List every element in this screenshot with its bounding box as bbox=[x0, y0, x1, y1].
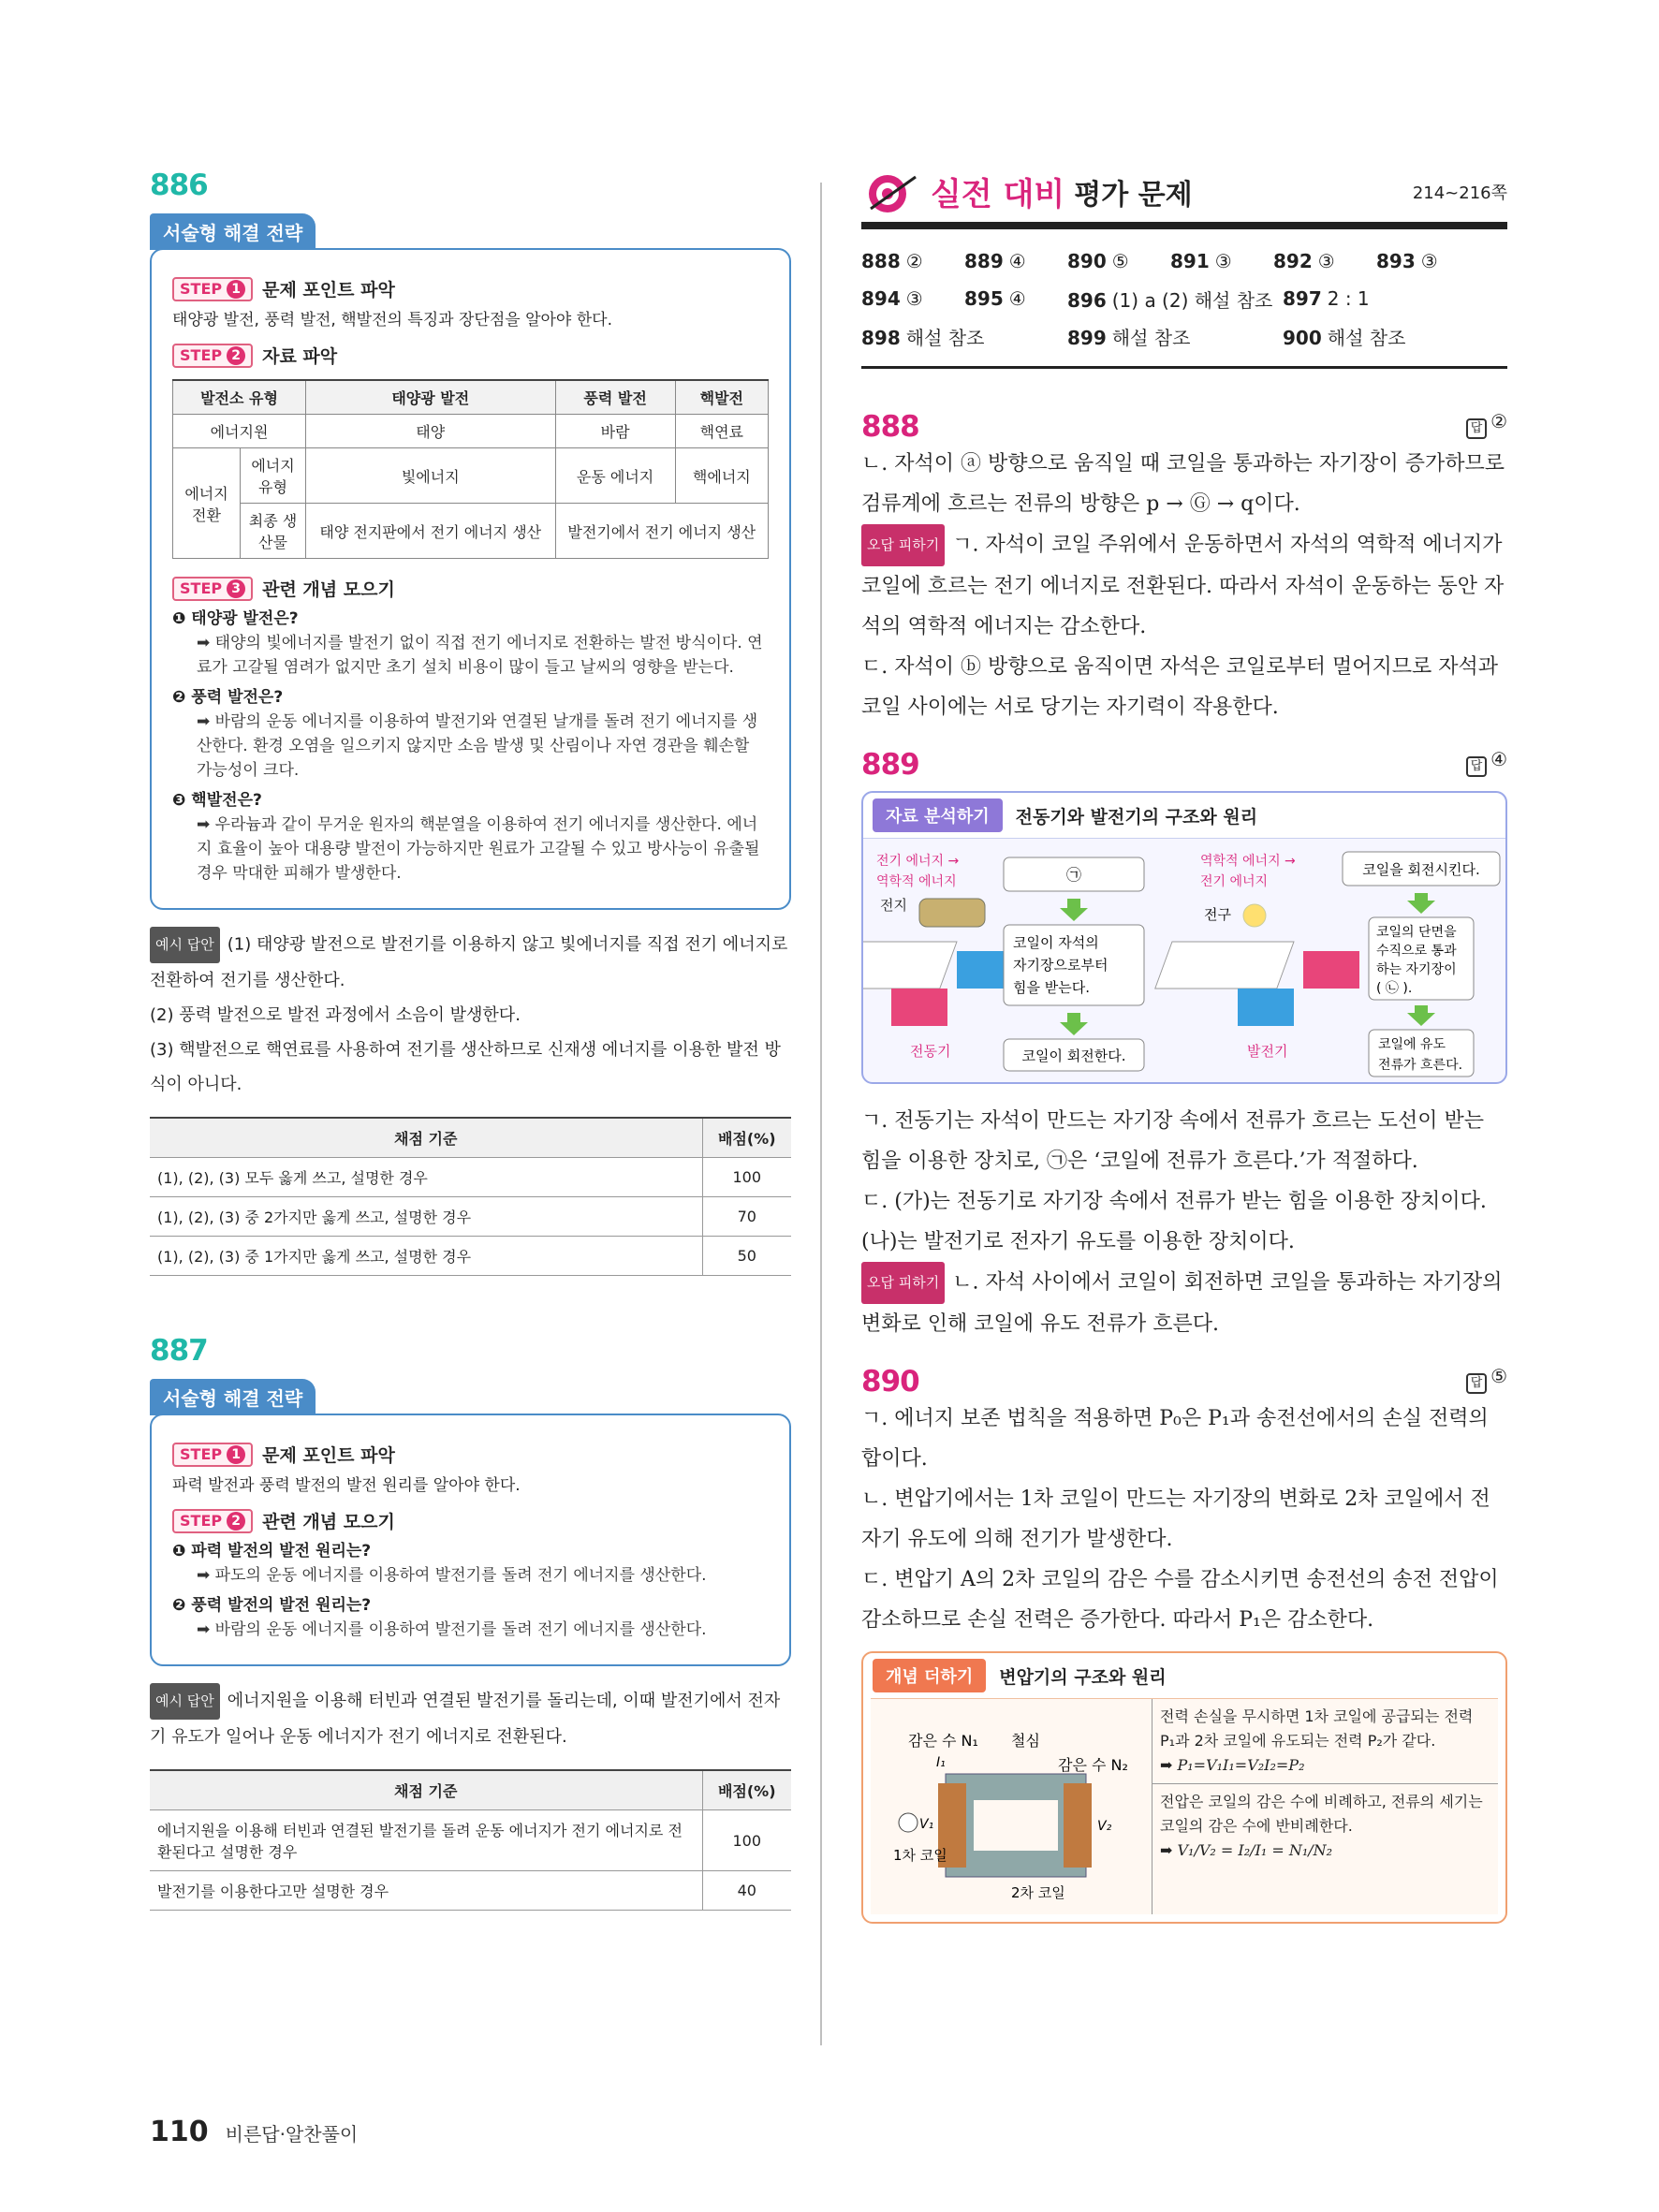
answer-cell: 894 ③ bbox=[861, 287, 923, 310]
concept-list bbox=[172, 607, 769, 886]
box-label: 개념 더하기 bbox=[873, 1659, 986, 1692]
table-header: 핵발전 bbox=[675, 380, 768, 415]
table-cell: 운동 에너지 bbox=[555, 448, 675, 504]
score-criterion: (1), (2), (3) 중 2가지만 옳게 쓰고, 설명한 경우 bbox=[150, 1197, 702, 1237]
question-number-889: 889 bbox=[861, 748, 919, 782]
section-title-b: 평가 문제 bbox=[1074, 178, 1193, 212]
answer-icon: 답 bbox=[1466, 1373, 1487, 1394]
right-conv1: 역학적 에너지 → bbox=[1200, 854, 1296, 869]
step-title: 자료 파악 bbox=[262, 346, 338, 367]
answer-cell: 900 해설 참조 bbox=[1283, 326, 1406, 349]
explanation: 오답 피하기 ㄱ. 자석이 코일 주위에서 운동하면서 자석의 역학적 에너지가 코일에 흐르는 전기 에너지로 전환된다. 따라서 자석이 운동하는 동안 자석의 역학적 에너지는 감소한다. bbox=[861, 524, 1507, 647]
right-step2-l2: 수직으로 통과 bbox=[1376, 944, 1457, 959]
coil-frame bbox=[1155, 942, 1294, 989]
arrow-down-icon bbox=[1407, 1005, 1435, 1026]
answer-mark: 답 ④ bbox=[1466, 748, 1507, 777]
right-step3-l1: 코일에 유도 bbox=[1378, 1037, 1446, 1052]
table-cell: 핵연료 bbox=[675, 415, 768, 448]
answer-cell: 891 ③ bbox=[1170, 250, 1232, 272]
explanation: ㄴ. 변압기에서는 1차 코일이 만드는 자기장의 변화로 2차 코일에서 전자기 유도에 의해 전기가 발생한다. bbox=[861, 1487, 1490, 1551]
score-value: 100 bbox=[702, 1810, 791, 1871]
score-value: 70 bbox=[702, 1197, 791, 1237]
coil-frame bbox=[863, 942, 957, 989]
strategy-tab: 서술형 해결 전략 bbox=[150, 1379, 316, 1415]
concept-plus-box bbox=[861, 1651, 1507, 1924]
q889-block bbox=[861, 748, 1507, 1344]
step-2 bbox=[172, 1508, 769, 1533]
answer-icon: 답 bbox=[1466, 756, 1487, 777]
scoring-table-887 bbox=[150, 1769, 791, 1911]
book-title: 비른답·알찬풀이 bbox=[225, 2123, 359, 2146]
right-conv2: 전기 에너지 bbox=[1200, 874, 1269, 889]
explanation: ㄱ. 에너지 보존 법칙을 적용하면 P₀은 P₁과 송전선에서의 손실 전력의 합이다. bbox=[861, 1407, 1489, 1471]
generator-label: 발전기 bbox=[1247, 1043, 1288, 1060]
page-number: 110 bbox=[150, 2116, 209, 2148]
step-text: 태양광 발전, 풍력 발전, 핵발전의 특징과 장단점을 알아야 한다. bbox=[172, 311, 612, 330]
score-criterion: 발전기를 이용한다고만 설명한 경우 bbox=[150, 1871, 702, 1911]
label-n1: 감은 수 N₁ bbox=[908, 1732, 978, 1750]
score-value: 100 bbox=[702, 1158, 791, 1197]
concept-answer: ➡ 파도의 운동 에너지를 이용하여 발전기를 돌려 전기 에너지를 생산한다. bbox=[197, 1566, 707, 1585]
step-title: 문제 포인트 파악 bbox=[262, 1445, 395, 1466]
answer-row bbox=[861, 317, 1507, 355]
example-text: 에너지원을 이용해 터빈과 연결된 발전기를 돌리는데, 이때 발전기에서 전자기 유도가 일어나 운동 에너지가 전기 에너지로 전환된다. bbox=[150, 1691, 781, 1747]
answer-mark: 답 ② bbox=[1466, 410, 1507, 439]
label-v2: V₂ bbox=[1097, 1819, 1112, 1834]
q890-block bbox=[861, 1365, 1507, 1924]
concept-question: ❷ 풍력 발전은? bbox=[172, 688, 284, 707]
target-logo-icon bbox=[861, 171, 921, 212]
table-cell: 에너지 유형 bbox=[241, 448, 306, 504]
left-conv2: 역학적 에너지 bbox=[876, 874, 957, 889]
table-header: 태양광 발전 bbox=[306, 380, 556, 415]
score-header: 배점(%) bbox=[702, 1770, 791, 1810]
label-i1: I₁ bbox=[936, 1755, 946, 1770]
step-3 bbox=[172, 576, 769, 601]
concept-question: ❶ 태양광 발전은? bbox=[172, 609, 299, 628]
concept-question: ❸ 핵발전은? bbox=[172, 791, 262, 810]
answer-cell: 890 ⑤ bbox=[1067, 250, 1129, 272]
step-1 bbox=[172, 276, 769, 301]
answer-cell: 888 ② bbox=[861, 250, 923, 272]
step-chip: STEP 2 bbox=[172, 344, 253, 368]
example-tag: 예시 답안 bbox=[150, 927, 220, 963]
transformer-rule-2: 전압은 코일의 감은 수에 비례하고, 전류의 세기는 코일의 감은 수에 반비례한다. ➡ V₁/V₂ = I₂/I₁ = N₁/N₂ bbox=[1160, 1793, 1483, 1859]
table-header: 풍력 발전 bbox=[555, 380, 675, 415]
explanation: 오답 피하기 ㄴ. 자석 사이에서 코일이 회전하면 코일을 통과하는 자기장의 변화로 인해 코일에 유도 전류가 흐른다. bbox=[861, 1262, 1507, 1344]
right-column bbox=[861, 168, 1507, 1924]
answer-cell: 893 ③ bbox=[1376, 250, 1438, 272]
concept-list bbox=[172, 1539, 769, 1642]
label-coil1: 1차 코일 bbox=[893, 1847, 947, 1864]
step-1 bbox=[172, 1442, 769, 1467]
concept-answer: ➡ 태양의 빛에너지를 발전기 없이 직접 전기 에너지로 전환하는 발전 방식이다. 연료가 고갈될 염려가 없지만 초기 설치 비용이 많이 들고 날씨의 영향을 받는다. bbox=[197, 634, 763, 677]
strategy-box-887 bbox=[150, 1414, 791, 1666]
concept-answer: ➡ 바람의 운동 에너지를 이용하여 발전기를 돌려 전기 에너지를 생산한다. bbox=[197, 1620, 707, 1639]
table-cell: 최종 생산물 bbox=[241, 504, 306, 559]
label-n2: 감은 수 N₂ bbox=[1058, 1756, 1128, 1774]
core-hole bbox=[974, 1800, 1058, 1851]
example-answer-886 bbox=[150, 927, 791, 1102]
table-cell: 에너지원 bbox=[173, 415, 306, 448]
table-header: 발전소 유형 bbox=[173, 380, 306, 415]
wrong-avoid-tag: 오답 피하기 bbox=[861, 1262, 945, 1304]
score-header: 채점 기준 bbox=[150, 1118, 702, 1158]
battery-label: 전지 bbox=[880, 897, 907, 914]
section-title-a: 실전 대비 bbox=[931, 176, 1065, 213]
left-step2-l1: 코일이 자석의 bbox=[1013, 934, 1099, 951]
answer-cell: 898 해설 참조 bbox=[861, 326, 985, 349]
table-cell: 핵에너지 bbox=[675, 448, 768, 504]
left-step2-l3: 힘을 받는다. bbox=[1013, 979, 1090, 996]
arrow-down-icon bbox=[1060, 899, 1088, 921]
left-step1: ㉠ bbox=[1065, 866, 1082, 884]
motor-label: 전동기 bbox=[910, 1043, 951, 1060]
arrow-down-icon bbox=[1407, 893, 1435, 914]
bulb-label: 전구 bbox=[1204, 906, 1231, 923]
concept-answer: ➡ 우라늄과 같이 무거운 원자의 핵분열을 이용하여 전기 에너지를 생산한다. 에너지 효율이 높아 대용량 발전이 가능하지만 원료가 고갈될 수 있고 방사능이 유출될 경우 막대한 피해가 발생한다. bbox=[197, 815, 760, 883]
answer-cell: 892 ③ bbox=[1273, 250, 1335, 272]
answer-cell: 897 2 : 1 bbox=[1283, 287, 1370, 310]
table-cell: 바람 bbox=[555, 415, 675, 448]
label-v1: V₁ bbox=[919, 1817, 934, 1832]
strategy-tab: 서술형 해결 전략 bbox=[150, 213, 316, 250]
concept-answer: ➡ 바람의 운동 에너지를 이용하여 발전기와 연결된 날개를 돌려 전기 에너지를 생산한다. 환경 오염을 일으키지 않지만 소음 발생 및 산림이나 자연 경관을 훼손할 가능성이 크다. bbox=[197, 712, 758, 780]
answer-mark: 답 ⑤ bbox=[1466, 1365, 1507, 1394]
arrow-down-icon bbox=[1060, 1013, 1088, 1035]
section-header bbox=[861, 168, 1507, 229]
left-column bbox=[150, 168, 791, 1911]
left-step2-l2: 자기장으로부터 bbox=[1013, 957, 1108, 974]
box-title: 변압기의 구조와 원리 bbox=[999, 1666, 1167, 1688]
transformer-diagram bbox=[871, 1699, 1152, 1914]
score-value: 40 bbox=[702, 1871, 791, 1911]
page-range: 214~216쪽 bbox=[1412, 183, 1507, 203]
example-line: (1) 태양광 발전으로 발전기를 이용하지 않고 빛에너지를 직접 전기 에너지로 전환하여 전기를 생산한다. bbox=[150, 934, 788, 990]
example-line: (3) 핵발전으로 핵연료를 사용하여 전기를 생산하므로 신재생 에너지를 이용한 발전 방식이 아니다. bbox=[150, 1040, 781, 1094]
bulb-icon bbox=[1243, 904, 1266, 927]
answer-cell: 889 ④ bbox=[964, 250, 1026, 272]
explanation: ㄷ. 변압기 A의 2차 코일의 감은 수를 감소시키면 송전선의 송전 전압이 감소하므로 손실 전력은 증가한다. 따라서 P₁은 감소한다. bbox=[861, 1568, 1499, 1632]
wrong-avoid-tag: 오답 피하기 bbox=[861, 524, 945, 566]
transformer-rule-1: 전력 손실을 무시하면 1차 코일에 공급되는 전력 P₁과 2차 코일에 유도되는 전력 P₂가 같다. ➡ P₁=V₁I₁=V₂I₂=P₂ bbox=[1152, 1699, 1498, 1784]
ac-source-icon bbox=[899, 1813, 918, 1832]
right-step3-l2: 전류가 흐른다. bbox=[1378, 1058, 1463, 1073]
example-tag: 예시 답안 bbox=[150, 1683, 220, 1720]
table-cell: 태양 전지판에서 전기 에너지 생산 bbox=[306, 504, 556, 559]
column-divider bbox=[820, 183, 822, 2045]
explanation: ㄷ. (가)는 전동기로 자기장 속에서 전류가 받는 힘을 이용한 장치이다. (나)는 발전기로 전자기 유도를 이용한 장치이다. bbox=[861, 1190, 1487, 1253]
step-chip: STEP 1 bbox=[172, 277, 253, 301]
question-number-887: 887 bbox=[150, 1334, 208, 1368]
answer-cell: 896 (1) a (2) 해설 참조 bbox=[1067, 288, 1273, 312]
step-text: 파력 발전과 풍력 발전의 발전 원리를 알아야 한다. bbox=[172, 1476, 521, 1495]
explanation: ㄷ. 자석이 ⓑ 방향으로 움직이면 자석은 코일로부터 멀어지므로 자석과 코일 사이에는 서로 당기는 자기력이 작용한다. bbox=[861, 655, 1498, 719]
battery-icon bbox=[919, 899, 985, 927]
example-answer-887 bbox=[150, 1683, 791, 1754]
label-coil2: 2차 코일 bbox=[1011, 1884, 1065, 1901]
table-cell: 빛에너지 bbox=[306, 448, 556, 504]
explanation: ㄴ. 자석이 ⓐ 방향으로 움직일 때 코일을 통과하는 자기장이 증가하므로 검류계에 흐르는 전류의 방향은 p → Ⓖ → q이다. bbox=[861, 452, 1505, 516]
right-step2-l1: 코일의 단면을 bbox=[1376, 925, 1457, 940]
step-title: 문제 포인트 파악 bbox=[262, 280, 395, 300]
motor-generator-diagram bbox=[863, 839, 1505, 1082]
step-chip: STEP 2 bbox=[172, 1509, 253, 1533]
secondary-coil bbox=[1064, 1783, 1092, 1868]
score-header: 채점 기준 bbox=[150, 1770, 702, 1810]
q888-block bbox=[861, 410, 1507, 727]
data-analysis-box bbox=[861, 791, 1507, 1084]
question-number-890: 890 bbox=[861, 1365, 919, 1399]
page-footer bbox=[150, 2116, 358, 2148]
scoring-table-886 bbox=[150, 1117, 791, 1276]
answer-grid bbox=[861, 229, 1507, 369]
concept-question: ❷ 풍력 발전의 발전 원리는? bbox=[172, 1596, 372, 1615]
left-conv1: 전기 에너지 → bbox=[876, 854, 960, 869]
score-criterion: (1), (2), (3) 중 1가지만 옳게 쓰고, 설명한 경우 bbox=[150, 1237, 702, 1276]
answer-icon: 답 bbox=[1466, 418, 1487, 439]
answer-row bbox=[861, 242, 1507, 280]
answer-row bbox=[861, 280, 1507, 317]
answer-cell: 899 해설 참조 bbox=[1067, 326, 1191, 349]
score-header: 배점(%) bbox=[702, 1118, 791, 1158]
step-chip: STEP 1 bbox=[172, 1443, 253, 1467]
question-number-888: 888 bbox=[861, 410, 919, 444]
right-step2-l4: ( ㉡ ). bbox=[1376, 981, 1413, 996]
table-cell: 에너지 전환 bbox=[173, 448, 241, 559]
concept-question: ❶ 파력 발전의 발전 원리는? bbox=[172, 1542, 372, 1560]
power-plant-table bbox=[172, 379, 769, 559]
step-chip: STEP 3 bbox=[172, 577, 253, 601]
box-label: 자료 분석하기 bbox=[873, 798, 1003, 832]
score-criterion: 에너지원을 이용해 터빈과 연결된 발전기를 돌려 운동 에너지가 전기 에너지로 전환된다고 설명한 경우 bbox=[150, 1810, 702, 1871]
strategy-box-886 bbox=[150, 248, 791, 910]
score-value: 50 bbox=[702, 1237, 791, 1276]
magnet-n bbox=[891, 989, 947, 1026]
table-cell: 태양 bbox=[306, 415, 556, 448]
answer-cell: 895 ④ bbox=[964, 287, 1026, 310]
right-step1: 코일을 회전시킨다. bbox=[1362, 861, 1480, 878]
left-step3: 코일이 회전한다. bbox=[1021, 1047, 1126, 1064]
score-criterion: (1), (2), (3) 모두 옳게 쓰고, 설명한 경우 bbox=[150, 1158, 702, 1197]
step-title: 관련 개념 모으기 bbox=[262, 579, 395, 600]
step-2 bbox=[172, 343, 769, 368]
question-number-886: 886 bbox=[150, 168, 208, 202]
magnet-s bbox=[1303, 951, 1359, 989]
table-cell: 발전기에서 전기 에너지 생산 bbox=[555, 504, 768, 559]
box-title: 전동기와 발전기의 구조와 원리 bbox=[1015, 806, 1258, 828]
step-title: 관련 개념 모으기 bbox=[262, 1512, 395, 1532]
magnet-n bbox=[1238, 989, 1294, 1026]
example-line: (2) 풍력 발전으로 발전 과정에서 소음이 발생한다. bbox=[150, 1005, 521, 1025]
explanation: ㄱ. 전동기는 자석이 만드는 자기장 속에서 전류가 흐르는 도선이 받는 힘을 이용한 장치로, ㉠은 ‘코일에 전류가 흐른다.’가 적절하다. bbox=[861, 1109, 1484, 1173]
label-core: 철심 bbox=[1011, 1732, 1040, 1750]
right-step2-l3: 하는 자기장이 bbox=[1376, 962, 1457, 977]
